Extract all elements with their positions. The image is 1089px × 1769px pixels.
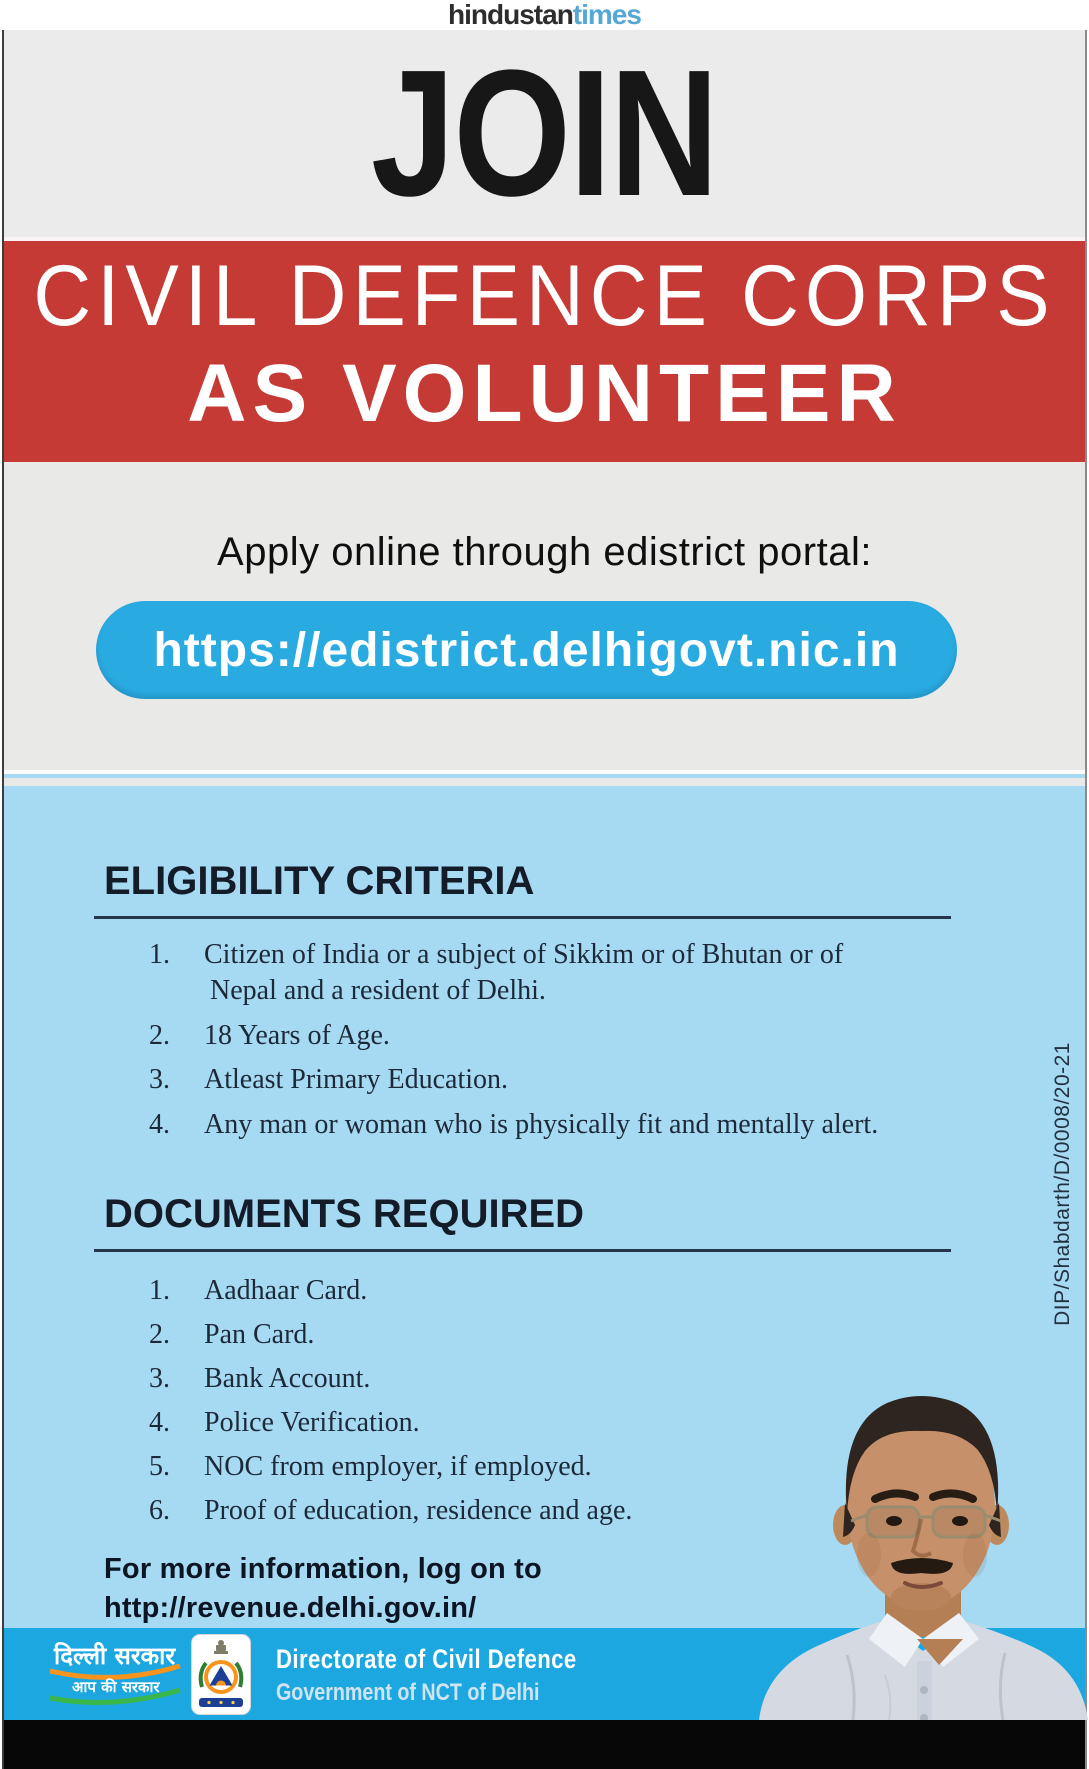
- chief-minister-photo: [757, 1385, 1089, 1720]
- delhi-sarkar-hindi-text: दिल्ली सरकार: [54, 1642, 176, 1670]
- more-info-label: For more information, log on to: [104, 1552, 542, 1585]
- list-item-number: 4.: [149, 1406, 170, 1438]
- apply-online-label: Apply online through edistrict portal:: [217, 530, 872, 574]
- list-item-number: 2.: [149, 1318, 170, 1350]
- join-hero-section: [4, 30, 1085, 237]
- list-item-number: 2.: [149, 1019, 170, 1051]
- list-item-number: 1.: [149, 939, 170, 970]
- apply-online-section: [4, 462, 1085, 770]
- advertisement-frame: [2, 30, 1087, 1769]
- list-item-number: 3.: [149, 1362, 170, 1394]
- divider-gray-line: [4, 778, 1085, 786]
- person-portrait-illustration: [757, 1385, 1089, 1720]
- list-item-number: 6.: [149, 1494, 170, 1526]
- civil-defence-emblem-card: [192, 1635, 250, 1714]
- delhi-sarkar-logo: [44, 1638, 184, 1715]
- edistrict-url-pill[interactable]: [96, 601, 957, 699]
- logo-text-blue: times: [572, 0, 641, 30]
- list-item-text: Aadhaar Card.: [204, 1274, 368, 1306]
- directorate-title: Directorate of Civil Defence: [276, 1644, 577, 1674]
- aap-ki-sarkar-hindi-text: आप की सरकार: [72, 1678, 160, 1696]
- government-subtitle: Government of NCT of Delhi: [276, 1679, 540, 1706]
- list-item-text: 18 Years of Age.: [204, 1019, 390, 1051]
- eligibility-criteria-title: ELIGIBILITY CRITERIA: [104, 859, 535, 903]
- list-item-text: Any man or woman who is physically fit and mentally alert.: [204, 1108, 879, 1140]
- list-item-text: Proof of education, residence and age.: [204, 1494, 633, 1526]
- documents-required-title: DOCUMENTS REQUIRED: [104, 1191, 585, 1236]
- list-item-text: Pan Card.: [204, 1318, 315, 1350]
- list-item-text: Atleast Primary Education.: [204, 1064, 509, 1096]
- section-divider: [4, 770, 1085, 786]
- list-item-number: 3.: [149, 1064, 170, 1096]
- newspaper-masthead: [0, 0, 1089, 30]
- revenue-url-link[interactable]: http://revenue.delhi.gov.in/: [104, 1592, 477, 1625]
- list-item-text: NOC from employer, if employed.: [204, 1450, 592, 1482]
- list-item: [149, 1270, 1085, 1312]
- eligibility-list: [149, 937, 1085, 1143]
- list-item: [149, 1107, 1085, 1143]
- delhi-sarkar-logo-graphic: [44, 1638, 184, 1710]
- civil-defence-emblem: [192, 1635, 250, 1714]
- footer-text-block: [276, 1644, 643, 1707]
- eligibility-title-rule: [94, 916, 951, 919]
- list-item-text: Bank Account.: [204, 1362, 371, 1394]
- list-item-text: Police Verification.: [204, 1406, 420, 1438]
- red-banner-section: [4, 241, 1085, 462]
- edistrict-url-text[interactable]: https://edistrict.delhigovt.nic.in: [153, 623, 900, 677]
- dip-reference-code: DIP/Shabdarth/D/0008/20-21: [1051, 1042, 1074, 1326]
- list-item: [149, 1062, 1085, 1098]
- logo-text-black: hindustan: [448, 0, 573, 30]
- join-headline: JOIN: [371, 32, 718, 234]
- hindustantimes-logo: [448, 1, 641, 29]
- list-item: [149, 1018, 1085, 1054]
- banner-line-as-volunteer: AS VOLUNTEER: [187, 347, 902, 439]
- bottom-black-strip: [4, 1720, 1085, 1769]
- documents-title-rule: [94, 1249, 951, 1252]
- list-item: [149, 937, 1085, 1010]
- list-item-number: 4.: [149, 1108, 170, 1140]
- banner-line-civil-defence-corps: CIVIL DEFENCE CORPS: [33, 247, 1056, 344]
- list-item-number: 5.: [149, 1450, 170, 1482]
- list-item: [149, 1314, 1085, 1356]
- list-item-number: 1.: [149, 1274, 170, 1306]
- list-item-text: Citizen of India or a subject of Sikkim or of Bhutan or of Nepal and a resident of Delhi.: [204, 939, 844, 1007]
